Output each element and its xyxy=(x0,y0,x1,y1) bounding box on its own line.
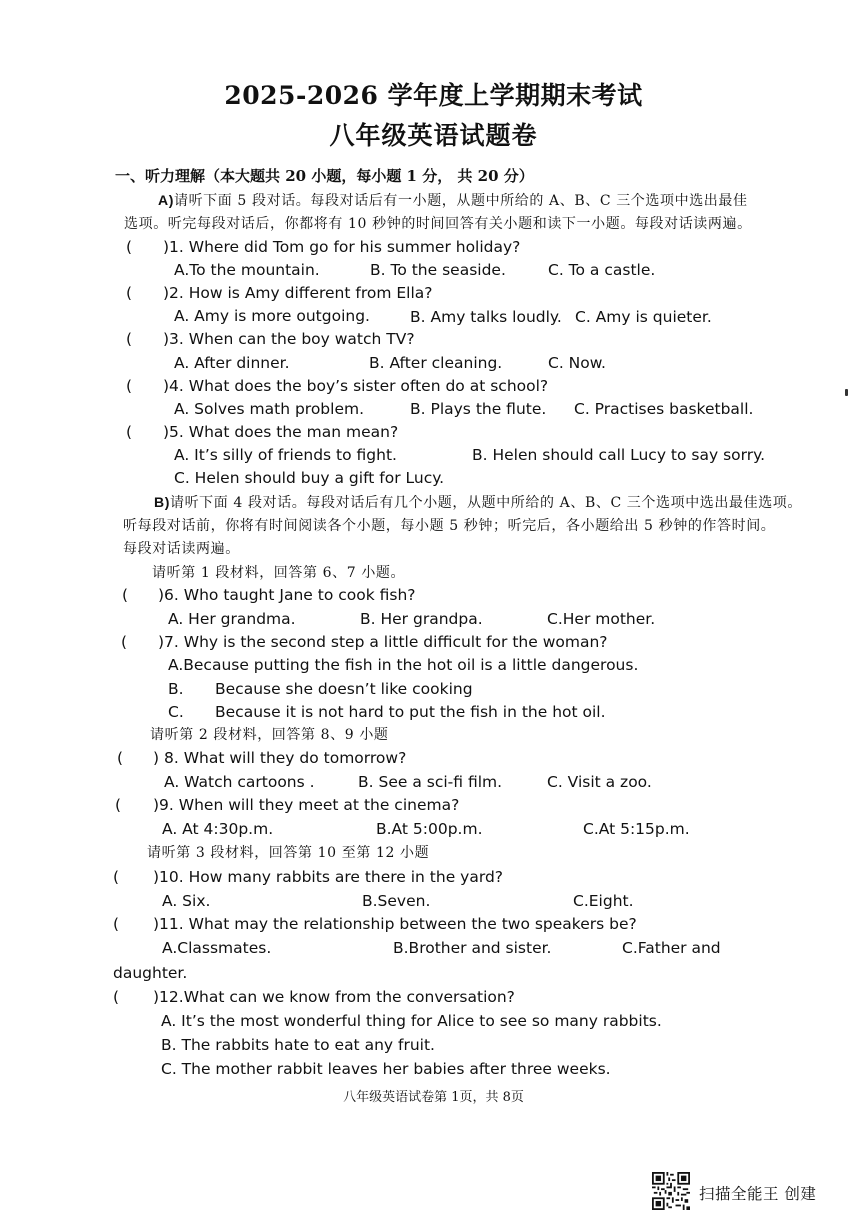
answer-blank: ( xyxy=(121,633,128,651)
answer-blank: ( xyxy=(115,796,122,814)
option-b: B.At 5:00p.m. xyxy=(376,820,483,838)
option-c: C.Her mother. xyxy=(547,610,656,628)
option-c: Because it is not hard to put the fish in the hot oil. xyxy=(215,703,606,721)
answer-blank: ( xyxy=(117,749,124,767)
question-stem: )3. When can the boy watch TV? xyxy=(163,330,415,348)
option-c: C.At 5:15p.m. xyxy=(583,820,690,838)
option-c-cont: daughter. xyxy=(113,964,188,982)
page-footer: 八年级英语试卷第 1页，共 8页 xyxy=(343,1090,524,1105)
material-prompt: 请听第 2 段材料，回答第 8、9 小题 xyxy=(150,727,389,743)
option-b: B. The rabbits hate to eat any fruit. xyxy=(161,1036,435,1054)
part-b-instructions: B)请听下面 4 段对话。每段对话后有几个小题，从题中所给的 A、B、C 三个选项中选出最佳选项。 xyxy=(154,494,802,511)
exam-subtitle: 八年级英语试题卷 xyxy=(329,121,538,150)
part-b-instructions-cont: 听每段对话前，你将有时间阅读各个小题，每小题 5 秒钟；听完后，各小题给出 5 秒钟的作答时间。 xyxy=(123,518,776,534)
option-a: A.Classmates. xyxy=(162,939,272,957)
question-stem: )2. How is Amy different from Ella? xyxy=(163,284,433,302)
option-a: A. Amy is more outgoing. xyxy=(174,307,370,325)
question-stem: )11. What may the relationship between the two speakers be? xyxy=(153,915,637,933)
question-stem: )6. Who taught Jane to cook fish? xyxy=(158,586,416,604)
option-b-label: B. xyxy=(168,680,184,698)
section-heading: 一、听力理解（本大题共 20 小题，每小题 1 分， 共 20 分） xyxy=(115,167,534,185)
qr-code-icon xyxy=(652,1172,690,1210)
question-stem: )7. Why is the second step a little difficult for the woman? xyxy=(158,633,608,651)
part-a-label: A) xyxy=(158,192,174,208)
option-b: B. After cleaning. xyxy=(369,354,503,372)
scan-speck xyxy=(845,389,848,396)
option-c: C. Helen should buy a gift for Lucy. xyxy=(174,469,445,487)
option-a: A. It’s silly of friends to fight. xyxy=(174,446,397,464)
answer-blank: ( xyxy=(126,330,133,348)
material-prompt: 请听第 1 段材料，回答第 6、7 小题。 xyxy=(152,565,406,581)
option-c: C. Amy is quieter. xyxy=(575,308,712,326)
option-c: C. The mother rabbit leaves her babies after three weeks. xyxy=(161,1060,611,1078)
option-b: B. To the seaside. xyxy=(370,261,506,279)
option-a: A. After dinner. xyxy=(174,354,290,372)
part-a-instructions: A)请听下面 5 段对话。每段对话后有一小题，从题中所给的 A、B、C 三个选项中选出最佳 xyxy=(158,192,748,209)
option-b: B. See a sci-fi film. xyxy=(358,773,503,791)
option-a: A.To the mountain. xyxy=(174,261,320,279)
part-b-instructions-cont: 每段对话读两遍。 xyxy=(123,541,240,557)
option-c-label: C. xyxy=(168,703,184,721)
question-stem: )5. What does the man mean? xyxy=(163,423,399,441)
option-b: B. Her grandpa. xyxy=(360,610,483,628)
question-stem: )4. What does the boy’s sister often do at school? xyxy=(163,377,549,395)
part-b-label: B) xyxy=(154,494,170,510)
option-a: A. It’s the most wonderful thing for Alice to see so many rabbits. xyxy=(161,1012,662,1030)
option-b: B.Brother and sister. xyxy=(393,939,552,957)
option-c: C. Now. xyxy=(548,354,606,372)
option-a: A. Solves math problem. xyxy=(174,400,365,418)
scanner-watermark-text: 扫描全能王 创建 xyxy=(699,1185,817,1203)
option-b: B. Plays the flute. xyxy=(410,400,547,418)
option-a: A. Her grandma. xyxy=(168,610,296,628)
answer-blank: ( xyxy=(126,284,133,302)
scanner-watermark xyxy=(652,1172,852,1212)
option-a: A. Six. xyxy=(162,892,211,910)
option-c: C.Eight. xyxy=(573,892,634,910)
answer-blank: ( xyxy=(113,915,120,933)
question-stem: )9. When will they meet at the cinema? xyxy=(153,796,460,814)
option-a: A.Because putting the fish in the hot oil is a little dangerous. xyxy=(168,656,639,674)
option-b: B. Helen should call Lucy to say sorry. xyxy=(472,446,766,464)
answer-blank: ( xyxy=(113,988,120,1006)
answer-blank: ( xyxy=(126,238,133,256)
answer-blank: ( xyxy=(113,868,120,886)
exam-title: 2025-2026 学年度上学期期末考试 xyxy=(224,81,643,110)
question-stem: )12.What can we know from the conversation? xyxy=(153,988,515,1006)
question-stem: )1. Where did Tom go for his summer holiday? xyxy=(163,238,521,256)
option-c: C. Visit a zoo. xyxy=(547,773,652,791)
option-c: C. Practises basketball. xyxy=(574,400,754,418)
option-c: C.Father and xyxy=(622,939,721,957)
answer-blank: ( xyxy=(126,423,133,441)
question-stem: )10. How many rabbits are there in the yard? xyxy=(153,868,504,886)
option-c: C. To a castle. xyxy=(548,261,656,279)
question-stem: ) 8. What will they do tomorrow? xyxy=(153,749,407,767)
material-prompt: 请听第 3 段材料，回答第 10 至第 12 小题 xyxy=(147,845,430,861)
option-b: B.Seven. xyxy=(362,892,431,910)
option-b: Because she doesn’t like cooking xyxy=(215,680,473,698)
answer-blank: ( xyxy=(126,377,133,395)
option-a: A. At 4:30p.m. xyxy=(162,820,274,838)
option-b: B. Amy talks loudly. xyxy=(410,308,562,326)
answer-blank: ( xyxy=(122,586,129,604)
part-a-instructions-cont: 选项。听完每段对话后，你都将有 10 秒钟的时间回答有关小题和读下一小题。每段对话读两遍。 xyxy=(124,216,752,232)
option-a: A. Watch cartoons . xyxy=(164,773,315,791)
